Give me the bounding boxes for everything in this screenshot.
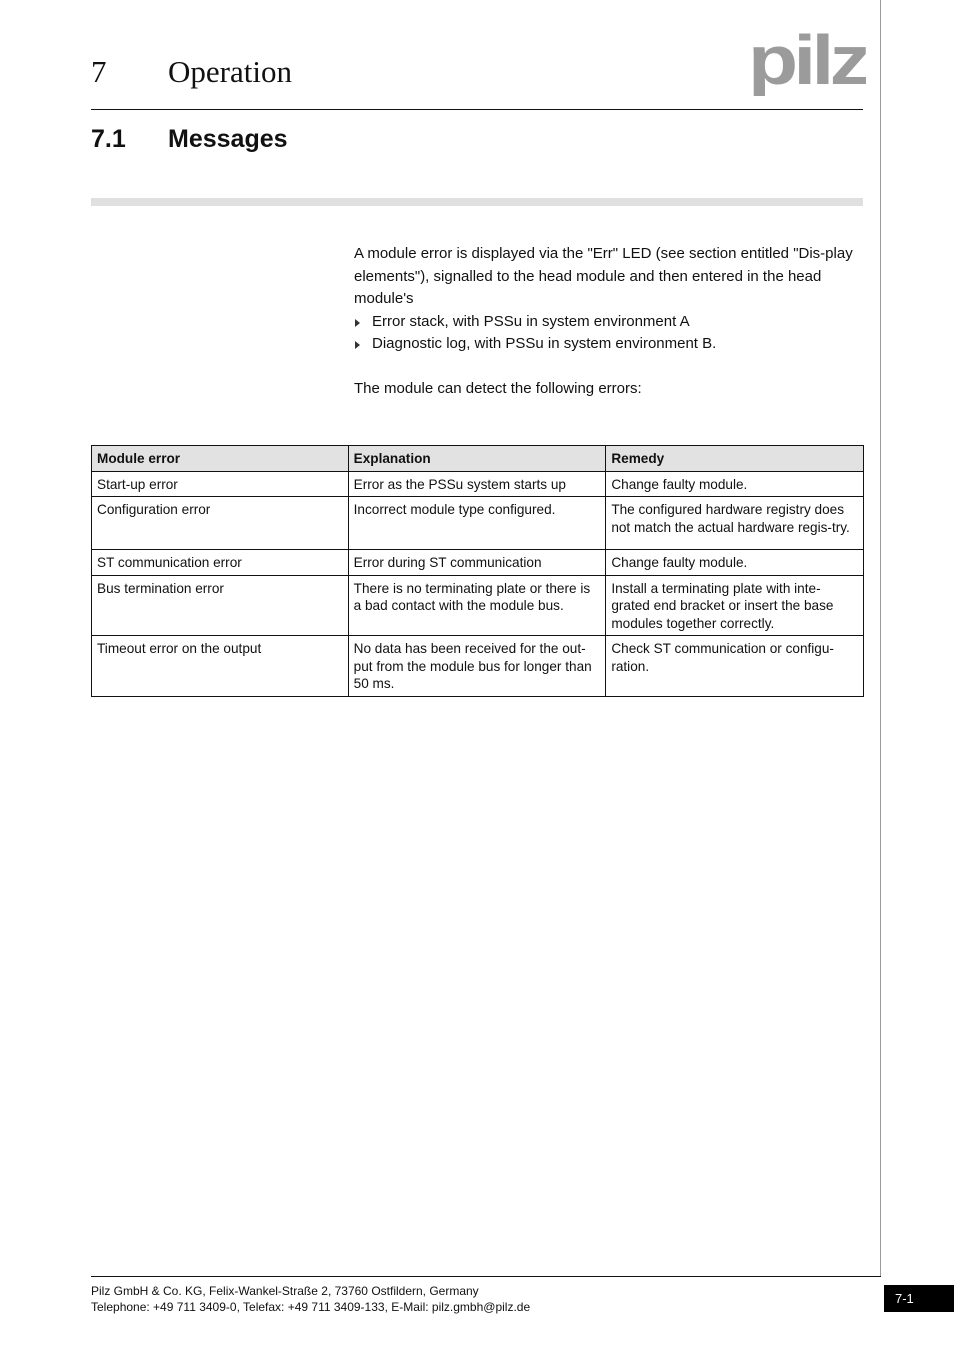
intro-closing: The module can detect the following errors:: [354, 379, 642, 397]
table-row: [92, 575, 864, 636]
list-item: Diagnostic log, with PSSu in system environment B.: [354, 333, 864, 356]
table-cell: There is no terminating plate or there is a bad contact with the module bus.: [348, 575, 606, 636]
table-cell: Start-up error: [92, 471, 349, 497]
table-cell: Bus termination error: [92, 575, 349, 636]
triangle-bullet-icon: [355, 341, 360, 349]
table-cell: Install a terminating plate with inte-grated end bracket or insert the base modules together correctly.: [606, 575, 864, 636]
page-number-badge: [884, 1285, 954, 1312]
table-cell: Error during ST communication: [348, 550, 606, 576]
footer-rule: [91, 1276, 881, 1277]
table-row: [92, 636, 864, 697]
pilz-logo-text: pilz: [748, 28, 866, 96]
chapter-number: 7: [91, 54, 107, 89]
table-cell: Configuration error: [92, 497, 349, 550]
table-cell: Change faulty module.: [606, 550, 864, 576]
table-cell: Timeout error on the output: [92, 636, 349, 697]
table-cell: ST communication error: [92, 550, 349, 576]
table-cell: Change faulty module.: [606, 471, 864, 497]
pilz-logo: [748, 28, 866, 96]
module-error-table: [91, 445, 864, 697]
table-cell: Incorrect module type configured.: [348, 497, 606, 550]
chapter-title: Operation: [168, 54, 292, 89]
table-row: [92, 471, 864, 497]
intro-paragraph: A module error is displayed via the "Err" LED (see section entitled "Dis-play elements"), signalled to the head module and then entered in the head module's: [354, 245, 853, 307]
table-header-row: [92, 446, 864, 472]
right-margin-rule: [880, 0, 881, 1276]
intro-bullet-list: [354, 311, 864, 356]
column-header-module-error: Module error: [92, 446, 349, 472]
list-item: Error stack, with PSSu in system environment A: [354, 311, 864, 334]
table-cell: Check ST communication or configu-ration.: [606, 636, 864, 697]
table-cell: No data has been received for the out-put from the module bus for longer than 50 ms.: [348, 636, 606, 697]
section-title: Messages: [168, 125, 288, 153]
intro-text: [354, 243, 864, 400]
page-number: 7-1: [895, 1291, 914, 1306]
triangle-bullet-icon: [355, 319, 360, 327]
footer-line-contact: Telephone: +49 711 3409-0, Telefax: +49 711 3409-133, E-Mail: pilz.gmbh@pilz.de: [91, 1300, 531, 1314]
section-number: 7.1: [91, 125, 126, 153]
column-header-remedy: Remedy: [606, 446, 864, 472]
table-cell: The configured hardware registry does not match the actual hardware regis-try.: [606, 497, 864, 550]
table-row: [92, 497, 864, 550]
table-cell: Error as the PSSu system starts up: [348, 471, 606, 497]
column-header-explanation: Explanation: [348, 446, 606, 472]
footer-address: [91, 1283, 530, 1315]
header-rule: [91, 109, 863, 110]
section-divider-bar: [91, 198, 863, 206]
table-row: [92, 550, 864, 576]
footer-line-company: Pilz GmbH & Co. KG, Felix-Wankel-Straße 2, 73760 Ostfildern, Germany: [91, 1284, 479, 1298]
